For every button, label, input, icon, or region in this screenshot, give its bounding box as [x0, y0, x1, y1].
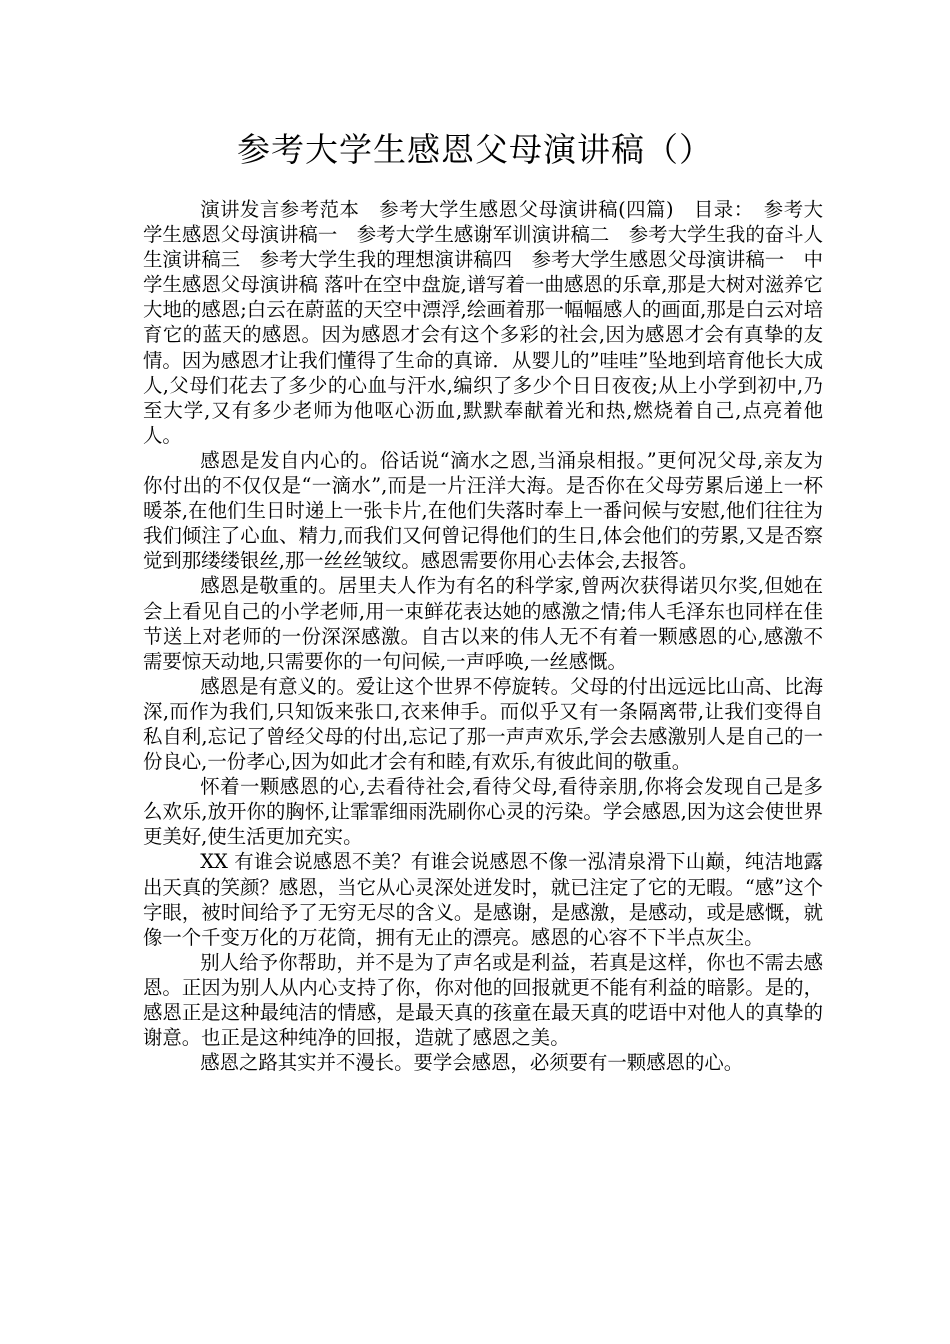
paragraph-7: 别人给予你帮助，并不是为了声名或是利益，若真是这样，你也不需去感恩。正因为别人从内心支持了你，你对他的回报就更不能有利益的暗影。是的，感恩正是这种最纯洁的情感，是最天真的孩童在最天真的呓语中对他人的真挚的谢意。也正是这种纯净的回报，造就了感恩之美。	[143, 950, 823, 1050]
document-title: 参考大学生感恩父母演讲稿（）	[237, 130, 713, 169]
paragraph-8: 感恩之路其实并不漫长。要学会感恩，必须要有一颗感恩的心。	[200, 1051, 744, 1075]
document-body	[143, 197, 823, 1075]
paragraph-1: 演讲发言参考范本 参考大学生感恩父母演讲稿(四篇) 目录： 参考大学生感恩父母演讲稿一 参考大学生感谢军训演讲稿二 参考大学生我的奋斗人生演讲稿三 参考大学生我的理想演讲稿四 参考大学生感恩父母演讲稿一 中学生感恩父母演讲稿 落叶在空中盘旋,谱写着一曲感恩的乐章,那是大树对滋养它大地的感恩;白云在蔚蓝的天空中漂浮,绘画着那一幅幅感人的画面,那是白云对培育它的蓝天的感恩。因为感恩才会有这个多彩的社会,因为感恩才会有真挚的友情。因为感恩才让我们懂得了生命的真谛．从婴儿的”哇哇”坠地到培育他长大成人,父母们花去了多少的心血与汗水,编织了多少个日日夜夜;从上小学到初中,乃至大学,又有多少老师为他呕心沥血,默默奉献着光和热,燃烧着自己,点亮着他人。	[143, 198, 823, 447]
paragraph-2: 感恩是发自内心的。俗话说“滴水之恩,当涌泉相报。”更何况父母,亲友为你付出的不仅仅是“一滴水”,而是一片汪洋大海。是否你在父母劳累后递上一杯暖茶,在他们生日时递上一张卡片,在他们失落时奉上一番问候与安慰,他们往往为我们倾注了心血、精力,而我们又何曾记得他们的生日,体会他们的劳累,又是否察觉到那缕缕银丝,那一丝丝皱纹。感恩需要你用心去体会,去报答。	[143, 448, 823, 573]
paragraph-5: 怀着一颗感恩的心,去看待社会,看待父母,看待亲朋,你将会发现自己是多么欢乐,放开你的胸怀,让霏霏细雨洗刷你心灵的污染。学会感恩,因为这会使世界更美好,使生活更加充实。	[143, 775, 823, 849]
paragraph-3: 感恩是敬重的。居里夫人作为有名的科学家,曾两次获得诺贝尔奖,但她在会上看见自己的小学老师,用一束鲜花表达她的感激之情;伟人毛泽东也同样在佳节送上对老师的一份深深感激。自古以来的伟人无不有着一颗感恩的心,感激不需要惊天动地,只需要你的一句问候,一声呼唤,一丝感慨。	[143, 574, 823, 673]
paragraph-6: XX 有谁会说感恩不美？有谁会说感恩不像一泓清泉滑下山巅，纯洁地露出天真的笑颜？感恩，当它从心灵深处迸发时，就已注定了它的无暇。“感”这个字眼，被时间给予了无穷无尽的含义。是感谢，是感激，是感动，或是感慨，就像一个千变万化的万花筒，拥有无止的漂亮。感恩的心容不下半点灰尘。	[143, 850, 823, 949]
paragraph-4: 感恩是有意义的。爱让这个世界不停旋转。父母的付出远远比山高、比海深,而作为我们,只知饭来张口,衣来伸手。而似乎又有一条隔离带,让我们变得自私自利,忘记了曾经父母的付出,忘记了那一声声欢乐,学会去感激别人是自己的一份良心,一份孝心,因为如此才会有和睦,有欢乐,有彼此间的敬重。	[143, 674, 823, 774]
